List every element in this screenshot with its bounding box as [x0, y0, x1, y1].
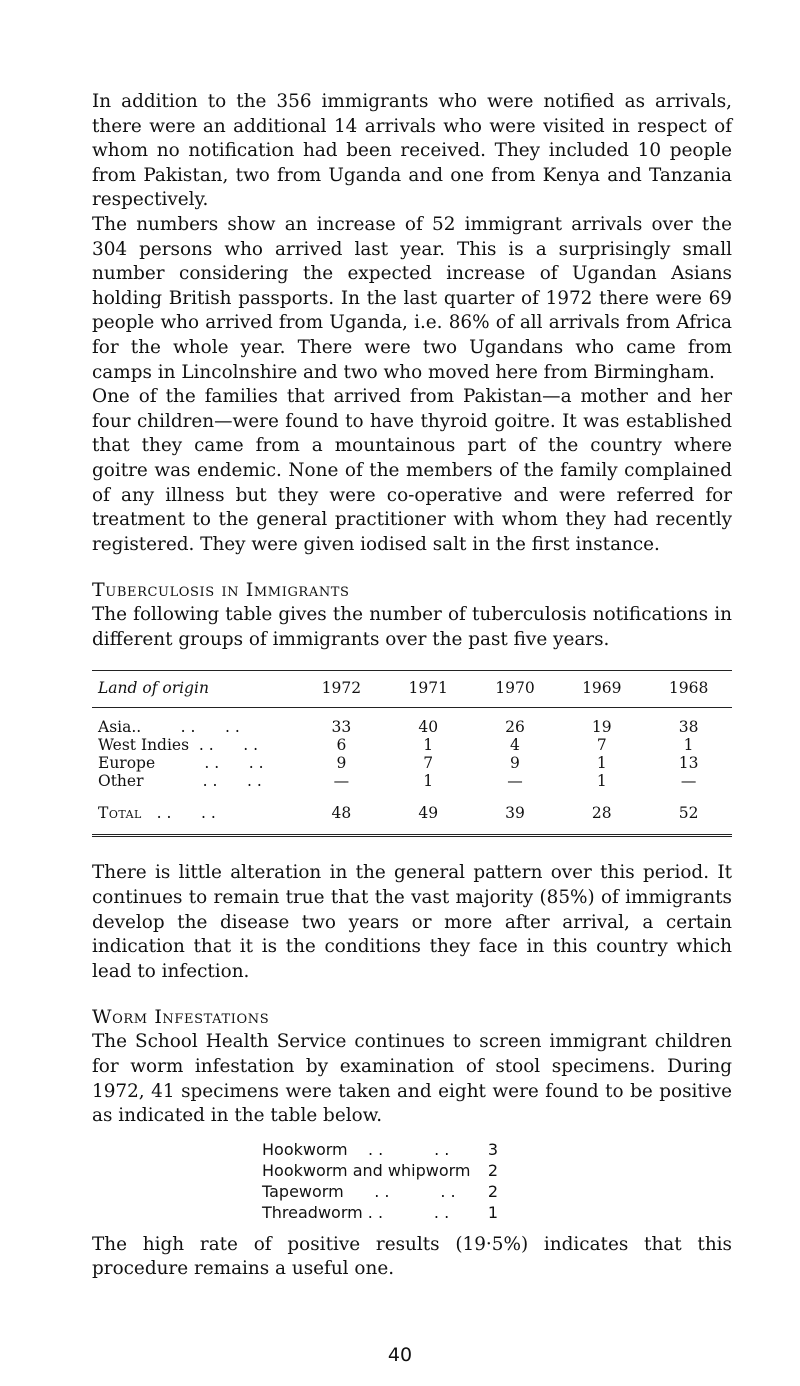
- cell-value: —: [507, 772, 523, 791]
- cell-value: 1: [683, 736, 694, 755]
- cell-value: 33: [331, 718, 352, 737]
- worm-row: [262, 1202, 498, 1223]
- paragraph-worm-screening: The School Health Service continues to screen immigrant children for worm infestation by examination of stool specimens. During 1972, 41 specimens were taken and eight were found to be positive as indicated in the table below.: [92, 1031, 732, 1127]
- row-label: Other . . . .: [98, 772, 262, 791]
- heading-worm-infestations: Worm Infestations: [92, 1006, 270, 1029]
- table-spacer: [92, 790, 732, 804]
- cell-value: 26: [505, 718, 525, 737]
- worm-name: Hookworm . . . .: [262, 1139, 450, 1159]
- header-year: 1972: [298, 671, 385, 708]
- paragraph-positive-rate: The high rate of positive results (19·5%) indicates that this procedure remains a useful one.: [92, 1233, 732, 1280]
- table-row: [92, 736, 732, 754]
- table-total-row: [92, 804, 732, 836]
- worm-count: 2: [487, 1181, 498, 1201]
- heading-tuberculosis: Tuberculosis in Immigrants: [92, 579, 350, 602]
- page-content: [92, 90, 732, 1282]
- total-label-text: Total: [98, 804, 142, 823]
- paragraph-table-intro: The following table gives the number of tuberculosis notifications in different groups of immigrants over the past five years.: [92, 604, 732, 650]
- total-value: 49: [385, 804, 472, 836]
- cell-value: 1: [596, 772, 607, 791]
- worm-count: 3: [487, 1139, 498, 1159]
- worm-name: Hookworm and whipworm: [262, 1160, 471, 1180]
- table-row: [92, 772, 732, 790]
- worm-name: Tapeworm . . . .: [262, 1181, 456, 1201]
- cell-value: 1: [423, 772, 434, 791]
- paragraph-additional-arrivals: In addition to the 356 immigrants who were notified as arrivals, there were an additional 14 arrivals who were visited in respect of whom no notification had been received. They included 10 people from Pakistan, two from Uganda and one from Kenya and Tanzania respectively.: [92, 91, 732, 211]
- cell-value: 1: [596, 754, 607, 773]
- header-year: 1968: [645, 671, 732, 708]
- tuberculosis-table: [92, 670, 732, 837]
- cell-value: —: [680, 772, 697, 791]
- worm-row: [262, 1139, 498, 1160]
- cell-value: 9: [510, 754, 520, 773]
- total-value: 52: [645, 804, 732, 836]
- cell-value: 9: [336, 754, 347, 773]
- cell-value: 7: [596, 736, 607, 755]
- table-row: [92, 708, 732, 737]
- cell-value: 7: [423, 754, 434, 773]
- cell-value: 40: [418, 718, 439, 737]
- paragraph-thyroid-goitre: One of the families that arrived from Pakistan—a mother and her four children—were found to have thyroid goitre. It was established that they came from a mountainous part of the country where goitre was endemic. None of the members of the family complained of any illness but they were co-operative and were referred for treatment to the general practitioner with whom they had recently registered. They were given iodised salt in the first instance.: [92, 386, 732, 555]
- total-value: 48: [298, 804, 385, 836]
- cell-value: 4: [510, 736, 520, 755]
- header-year: 1970: [472, 671, 559, 708]
- cell-value: 19: [591, 718, 612, 737]
- cell-value: 1: [423, 736, 434, 755]
- cell-value: 13: [678, 754, 699, 773]
- paragraph-arrival-numbers: The numbers show an increase of 52 immigrant arrivals over the 304 persons who arrived last year. This is a surprisingly small number considering the expected increase of Ugandan Asians holding British passports. In the last quarter of 1972 there were 69 people who arrived from Uganda, i.e. 86% of all arrivals from Africa for the whole year. There were two Ugandans who came from camps in Lincolnshire and two who moved here from Birmingham.: [92, 213, 732, 383]
- row-label: West Indies . . . .: [98, 736, 259, 755]
- row-label: Asia.. . . . .: [98, 718, 240, 737]
- worm-row: [262, 1160, 498, 1181]
- total-value: 39: [472, 804, 559, 836]
- cell-value: 6: [336, 736, 347, 755]
- page-number: 40: [387, 1344, 413, 1366]
- worm-count: 1: [487, 1202, 498, 1222]
- paragraph-pattern-alteration: There is little alteration in the general pattern over this period. It continues to remain true that the vast majority (85%) of immigrants develop the disease two years or more after arrival, a certain indication that it is the conditions they face in this country which lead to infection.: [92, 862, 732, 982]
- table-row: [92, 754, 732, 772]
- cell-value: —: [333, 772, 350, 791]
- total-label-dots: . . . .: [141, 804, 216, 823]
- worm-name: Threadworm . . . .: [262, 1202, 450, 1222]
- total-value: 28: [558, 804, 645, 836]
- header-year: 1969: [558, 671, 645, 708]
- header-year: 1971: [385, 671, 472, 708]
- header-land-of-origin: Land of origin: [92, 671, 298, 708]
- worm-row: [262, 1181, 498, 1202]
- row-label: Europe . . . .: [98, 754, 264, 773]
- worm-table: [262, 1139, 732, 1223]
- worm-count: 2: [487, 1160, 498, 1180]
- cell-value: 38: [678, 718, 699, 737]
- table-header-row: [92, 671, 732, 708]
- total-label: [92, 804, 298, 836]
